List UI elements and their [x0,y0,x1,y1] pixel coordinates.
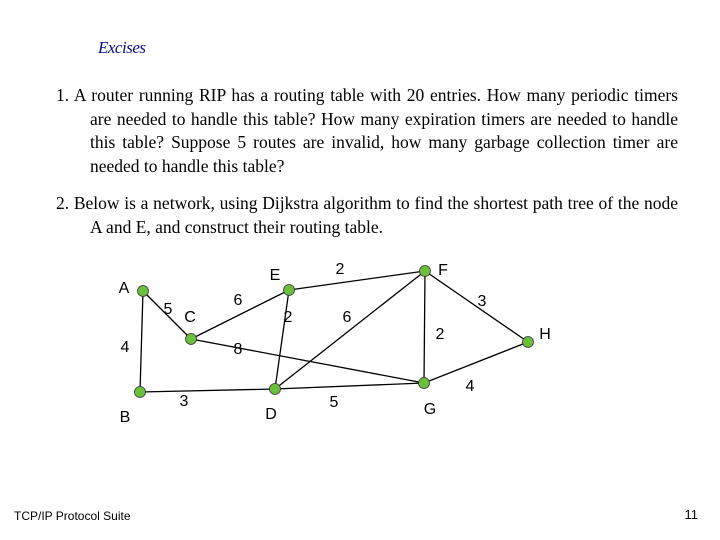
edge-weight-d-f: 6 [342,309,352,327]
node-label-a: A [118,280,130,298]
node-label-f: F [438,262,448,280]
edge-a-b [140,291,143,392]
edge-f-g [424,271,425,383]
node-b [135,387,146,398]
edge-b-d [140,389,275,392]
edge-weight-f-h: 3 [477,293,487,311]
node-g [419,378,430,389]
node-label-g: G [423,401,437,419]
node-h [523,337,534,348]
edge-e-d [275,290,289,389]
question-2-text: 2. Below is a network, using Dijkstra algorithm to find the shortest path tree of the node A and E, and construct their routing table. [56,193,678,237]
node-f [420,266,431,277]
slide-heading: Excises [98,38,146,57]
edge-weight-g-h: 4 [465,378,475,396]
node-label-b: B [119,409,131,427]
edge-d-g [275,383,424,389]
node-a [138,286,149,297]
node-d [270,384,281,395]
edge-weight-d-g: 5 [329,394,339,412]
edge-weight-f-g: 2 [435,326,445,344]
node-label-d: D [265,406,277,424]
edge-g-h [424,342,528,383]
edge-weight-a-b: 4 [120,339,130,357]
node-c [186,334,197,345]
node-label-c: C [184,309,196,327]
edge-weight-a-c: 5 [163,301,173,319]
node-label-e: E [269,267,281,285]
edge-c-g [191,339,424,383]
question-1-text: 1. A router running RIP has a routing table with 20 entries. How many periodic timers are needed to handle this table? How many expiration timers are needed to handle this table? Suppose 5 routes are invalid, how many garbage collection timer are needed to handle this table? [56,85,678,176]
edge-weight-c-e: 6 [233,292,243,310]
edge-weight-c-g: 8 [233,341,243,359]
footer-text: TCP/IP Protocol Suite [14,509,131,523]
node-e [284,285,295,296]
edge-weight-b-d: 3 [179,393,189,411]
edge-weight-e-f: 2 [335,261,345,279]
page-number: 11 [684,507,698,522]
node-label-h: H [539,326,551,344]
edge-weight-e-d: 2 [283,309,293,327]
